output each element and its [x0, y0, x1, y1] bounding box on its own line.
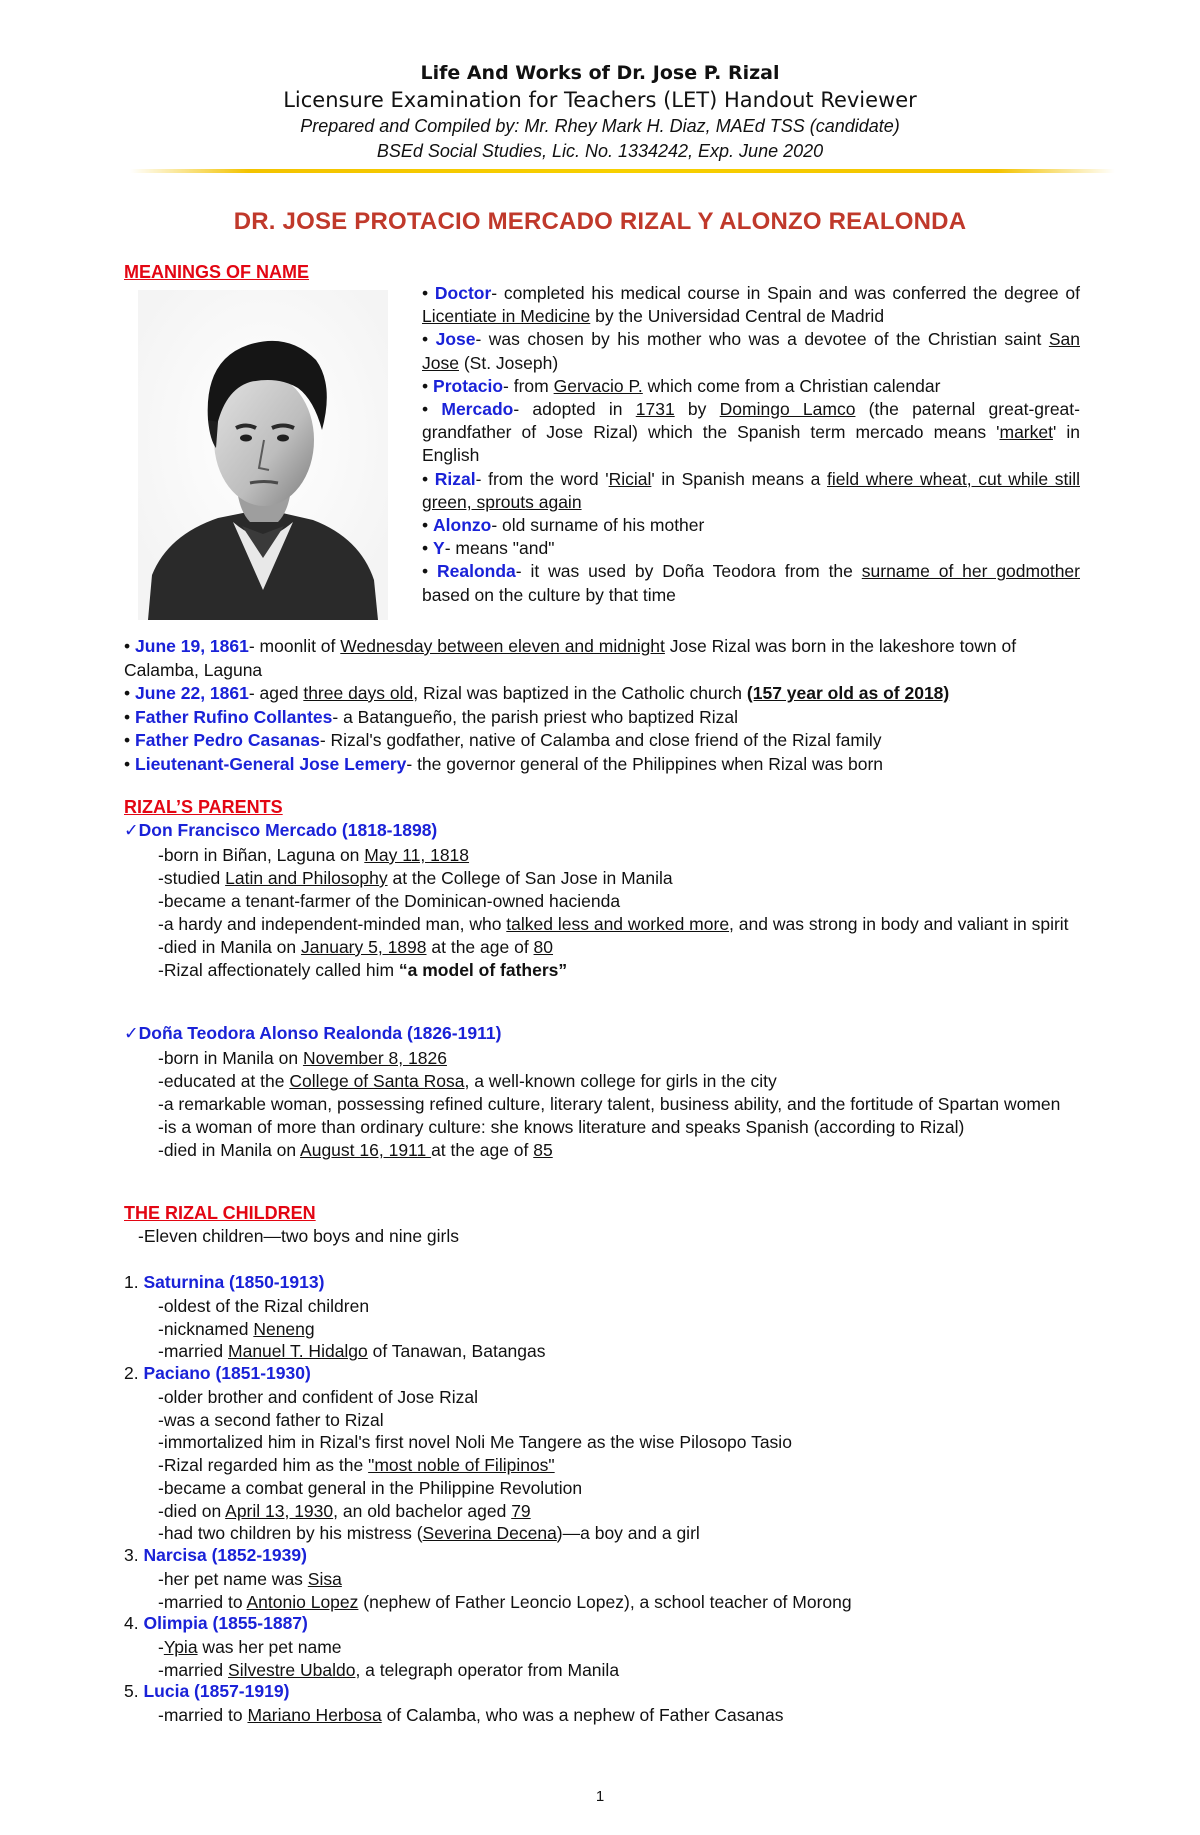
birth-fact: • June 19, 1861- moonlit of Wednesday between eleven and midnight Jose Rizal was born in the lakeshore town of Calamba, Laguna: [124, 636, 1017, 680]
children-intro: -Eleven children—two boys and nine girls: [138, 1226, 459, 1246]
checkmark-icon: ✓: [124, 820, 139, 840]
child-heading: 5. Lucia (1857-1919): [124, 1681, 290, 1701]
birth-facts-list: [124, 635, 1080, 776]
meaning-rizal: • Rizal- from the word 'Ricial' in Spanish means a field where wheat, cut while still green, sprouts again: [422, 468, 1080, 512]
meaning-realonda: • Realonda- it was used by Doña Teodora from the surname of her godmother based on the culture by that time: [422, 561, 1080, 605]
detail-line: -immortalized him in Rizal's first novel Noli Me Tangere as the wise Pilosopo Tasio: [158, 1432, 792, 1453]
detail-line: -older brother and confident of Jose Rizal: [158, 1387, 479, 1407]
birth-fact: • Lieutenant-General Jose Lemery- the governor general of the Philippines when Rizal was born: [124, 753, 884, 774]
detail-line: -born in Biñan, Laguna on May 11, 1818: [158, 845, 470, 865]
section-heading-meanings: MEANINGS OF NAME: [124, 262, 310, 282]
detail-line: -had two children by his mistress (Severina Decena)—a boy and a girl: [158, 1523, 700, 1544]
detail-line: -married Silvestre Ubaldo, a telegraph operator from Manila: [158, 1659, 620, 1680]
header-author: Prepared and Compiled by: Mr. Rhey Mark H. Diaz, MAEd TSS (candidate): [300, 116, 900, 136]
child-heading: 4. Olimpia (1855-1887): [124, 1613, 308, 1633]
page-title: DR. JOSE PROTACIO MERCADO RIZAL Y ALONZO REALONDA: [233, 208, 967, 235]
checkmark-icon: ✓: [124, 1023, 139, 1043]
detail-line: -became a combat general in the Philippine Revolution: [158, 1477, 583, 1498]
detail-line: -studied Latin and Philosophy at the College of San Jose in Manila: [158, 868, 673, 888]
detail-line: -became a tenant-farmer of the Dominican-owned hacienda: [158, 891, 621, 911]
child-details: [158, 1386, 1080, 1545]
detail-line: -nicknamed Neneng: [158, 1318, 315, 1339]
rizal-portrait-image: [138, 290, 388, 620]
birth-fact: • Father Rufino Collantes- a Batangueño, the parish priest who baptized Rizal: [124, 706, 739, 727]
detail-line: -oldest of the Rizal children: [158, 1296, 370, 1316]
child-heading: 3. Narcisa (1852-1939): [124, 1545, 307, 1565]
detail-line: -educated at the College of Santa Rosa, a well-known college for girls in the city: [158, 1071, 777, 1091]
detail-line: -Rizal affectionately called him “a model of fathers”: [158, 960, 568, 980]
meaning-jose: • Jose- was chosen by his mother who was a devotee of the Christian saint San Jose (St. Joseph): [422, 329, 1080, 373]
detail-line: -a hardy and independent-minded man, who talked less and worked more, and was strong in body and valiant in spirit: [158, 914, 1069, 934]
page-number: 1: [595, 1788, 605, 1805]
detail-line: -born in Manila on November 8, 1826: [158, 1048, 447, 1068]
detail-line: -married to Antonio Lopez (nephew of Father Leoncio Lopez), a school teacher of Morong: [158, 1591, 852, 1612]
meaning-mercado: • Mercado- adopted in 1731 by Domingo Lamco (the paternal great-great-grandfather of Jose Rizal) which the Spanish term mercado means 'market' in English: [422, 399, 1080, 466]
mother-heading: ✓Doña Teodora Alonso Realonda (1826-1911): [124, 1023, 502, 1043]
child-details: [158, 1704, 1080, 1727]
detail-line: -Ypia was her pet name: [158, 1637, 342, 1657]
section-heading-children: THE RIZAL CHILDREN: [124, 1203, 316, 1223]
detail-line: -was a second father to Rizal: [158, 1409, 384, 1430]
detail-line: -her pet name was Sisa: [158, 1569, 342, 1589]
meaning-doctor: • Doctor- completed his medical course in Spain and was conferred the degree of Licentiate in Medicine by the Universidad Central de Madrid: [422, 283, 1080, 327]
header-title: Life And Works of Dr. Jose P. Rizal: [420, 62, 780, 84]
section-heading-parents: RIZAL’S PARENTS: [124, 797, 283, 817]
mother-details: [158, 1047, 1080, 1162]
detail-line: -married Manuel T. Hidalgo of Tanawan, Batangas: [158, 1341, 546, 1362]
child-details: [158, 1568, 1080, 1613]
detail-line: -Rizal regarded him as the "most noble of Filipinos": [158, 1455, 555, 1476]
detail-line: -died in Manila on January 5, 1898 at the age of 80: [158, 937, 554, 957]
detail-line: -a remarkable woman, possessing refined culture, literary talent, business ability, and the fortitude of Spartan women: [158, 1094, 1061, 1114]
meaning-y: • Y- means "and": [422, 538, 555, 559]
father-details: [158, 844, 1080, 982]
father-heading: ✓Don Francisco Mercado (1818-1898): [124, 820, 438, 840]
child-heading: 1. Saturnina (1850-1913): [124, 1272, 325, 1292]
gold-divider: [130, 169, 1115, 173]
detail-line: -died in Manila on August 16, 1911 at the age of 85: [158, 1140, 553, 1160]
meaning-alonzo: • Alonzo- old surname of his mother: [422, 515, 705, 536]
child-details: [158, 1636, 1080, 1681]
detail-line: -died on April 13, 1930, an old bachelor aged 79: [158, 1500, 531, 1521]
header-subtitle: Licensure Examination for Teachers (LET) Handout Reviewer: [283, 88, 917, 112]
detail-line: -is a woman of more than ordinary culture: she knows literature and speaks Spanish (according to Rizal): [158, 1117, 965, 1137]
birth-fact: • Father Pedro Casanas- Rizal's godfather, native of Calamba and close friend of the Rizal family: [124, 730, 882, 750]
header-license: BSEd Social Studies, Lic. No. 1334242, Exp. June 2020: [376, 141, 824, 161]
child-details: [158, 1295, 1080, 1363]
detail-line: -married to Mariano Herbosa of Calamba, who was a nephew of Father Casanas: [158, 1705, 784, 1725]
child-heading: 2. Paciano (1851-1930): [124, 1363, 311, 1383]
meaning-protacio: • Protacio- from Gervacio P. which come from a Christian calendar: [422, 375, 941, 396]
name-meanings-list: [422, 282, 1080, 607]
birth-fact: • June 22, 1861- aged three days old, Rizal was baptized in the Catholic church (157 year old as of 2018): [124, 683, 950, 703]
